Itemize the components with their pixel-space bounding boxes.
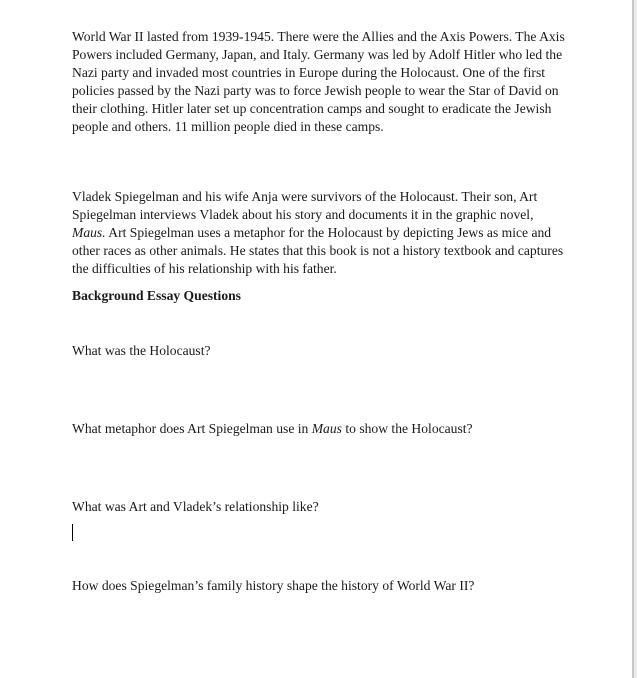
maus-paragraph-text-1: Vladek Spiegelman and his wife Anja were survivors of the Holocaust. Their son, Art Spiegelman interviews Vladek about his story and documents it in the graphic novel, [72,189,538,222]
question-4: How does Spiegelman’s family history shape the history of World War II? [72,578,475,593]
maus-title: Maus. [72,225,106,240]
question-2-text-after: to show the Holocaust? [341,421,473,436]
page-edge [632,0,634,678]
question-2-maus-title: Maus [311,421,342,436]
question-1: What was the Holocaust? [72,343,211,358]
question-2 [72,420,473,438]
maus-paragraph [72,188,566,278]
intro-paragraph: World War II lasted from 1939-1945. There were the Allies and the Axis Powers. The Axis Powers included Germany, Japan, and Italy. Germany was led by Adolf Hitler who led the Nazi party and invaded most countries in Europe during the Holocaust. One of the first policies passed by the Nazi party was to force Jewish people to wear the Star of David on their clothing. Hitler later set up concentration camps and sought to eradicate the Jewish people and others. 11 million people died in these camps. [72,29,565,134]
section-heading: Background Essay Questions [72,288,241,303]
question-3: What was Art and Vladek’s relationship like? [72,499,319,514]
question-2-text-before: What metaphor does Art Spiegelman use in [72,421,312,436]
text-cursor[interactable] [72,524,73,541]
maus-paragraph-text-2: Art Spiegelman uses a metaphor for the Holocaust by depicting Jews as mice and other races as other animals. He states that this book is not a history textbook and captures the difficulties of his relationship with his father. [72,225,564,276]
